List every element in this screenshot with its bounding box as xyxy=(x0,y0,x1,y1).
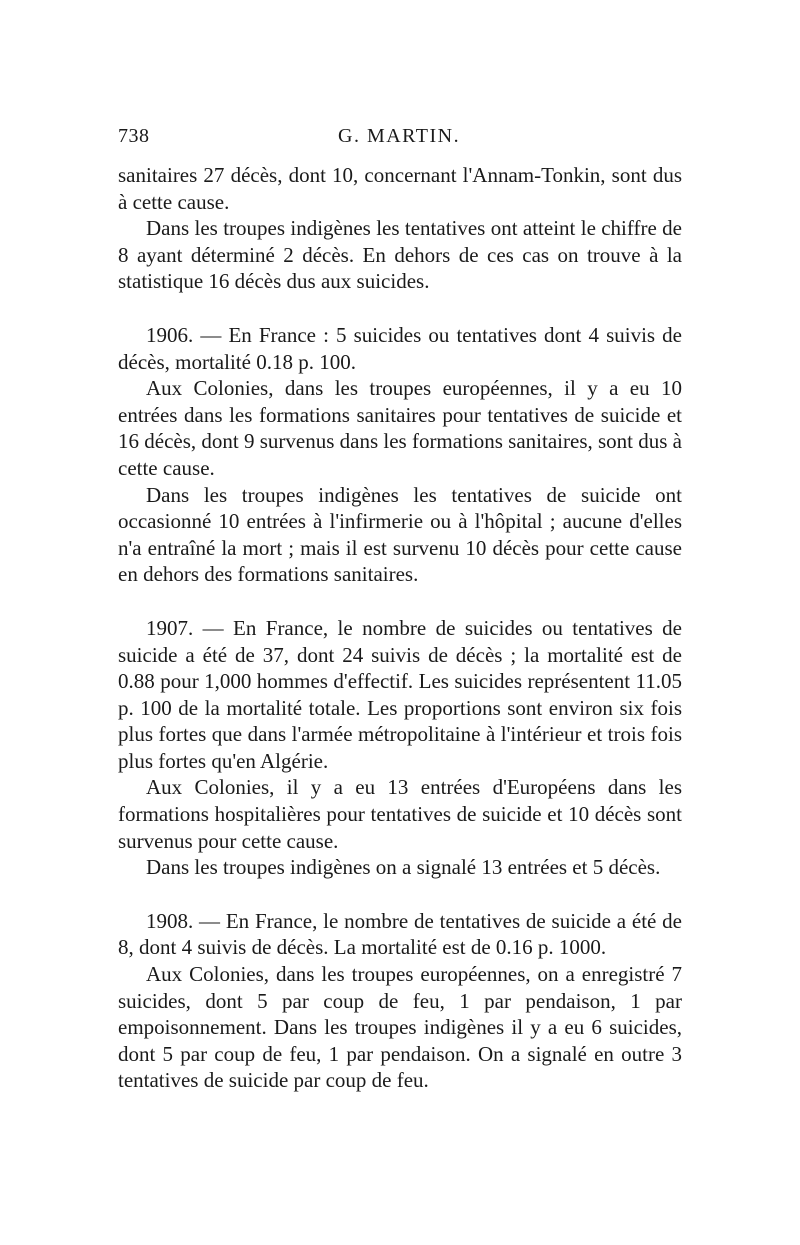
book-page xyxy=(118,0,682,1245)
paragraph-indigenes-1905: Dans les troupes indigènes les tentatives ont atteint le chiffre de 8 ayant déterminé 2 décès. En dehors de ces cas on trouve à la statistique 16 décès dus aux suicides. xyxy=(118,216,682,294)
paragraph-1908-france: 1908. — En France, le nombre de tentatives de suicide a été de 8, dont 4 suivis de décès. La mortalité est de 0.16 p. 1000. xyxy=(118,908,682,960)
paragraph-1907-indigenes: Dans les troupes indigènes on a signalé 13 entrées et 5 décès. xyxy=(146,855,661,880)
paragraph-continuation: sanitaires 27 décès, dont 10, concernant l'Annam-Tonkin, sont dus à cette cause. xyxy=(118,163,682,214)
paragraph-1907-france: 1907. — En France, le nombre de suicides ou tentatives de suicide a été de 37, dont 24 suivis de décès ; la mortalité est de 0.88 pour 1,000 hommes d'effectif. Les suicides représentent 11.05 p. 100 de la mortalité totale. Les proportions sont environ six fois plus fortes que dans l'armée métropolitaine à l'intérieur et trois fois plus fortes qu'en Algérie. xyxy=(118,615,682,773)
paragraph-1906-colonies: Aux Colonies, dans les troupes européennes, il y a eu 10 entrées dans les formations sanitaires pour tentatives de suicide et 16 décès, dont 9 survenus dans les formations sanitaires, sont dus à cette cause. xyxy=(118,376,682,480)
paragraph-1908-colonies: Aux Colonies, dans les troupes européennes, on a enregistré 7 suicides, dont 5 par coup de feu, 1 par pendaison, 1 par empoisonnement. Dans les troupes indigènes il y a eu 6 suicides, dont 5 par coup de feu, 1 par pendaison. On a signalé en outre 3 tentatives de suicide par coup de feu. xyxy=(118,962,682,1093)
paragraph-1906-indigenes: Dans les troupes indigènes les tentatives de suicide ont occasionné 10 entrées à l'infirmerie ou à l'hôpital ; aucune d'elles n'a entraîné la mort ; mais il est survenu 10 décès pour cette cause en dehors des formations sanitaires. xyxy=(118,482,682,587)
page-header xyxy=(118,125,682,153)
body-text xyxy=(118,162,682,1094)
running-head: G. MARTIN. xyxy=(338,125,461,147)
paragraph-1906-france: 1906. — En France : 5 suicides ou tentatives dont 4 suivis de décès, mortalité 0.18 p. 100. xyxy=(118,322,682,374)
page-number: 738 xyxy=(118,125,150,147)
paragraph-1907-colonies: Aux Colonies, il y a eu 13 entrées d'Européens dans les formations hospitalières pour tentatives de suicide et 10 décès sont survenus pour cette cause. xyxy=(118,775,682,853)
